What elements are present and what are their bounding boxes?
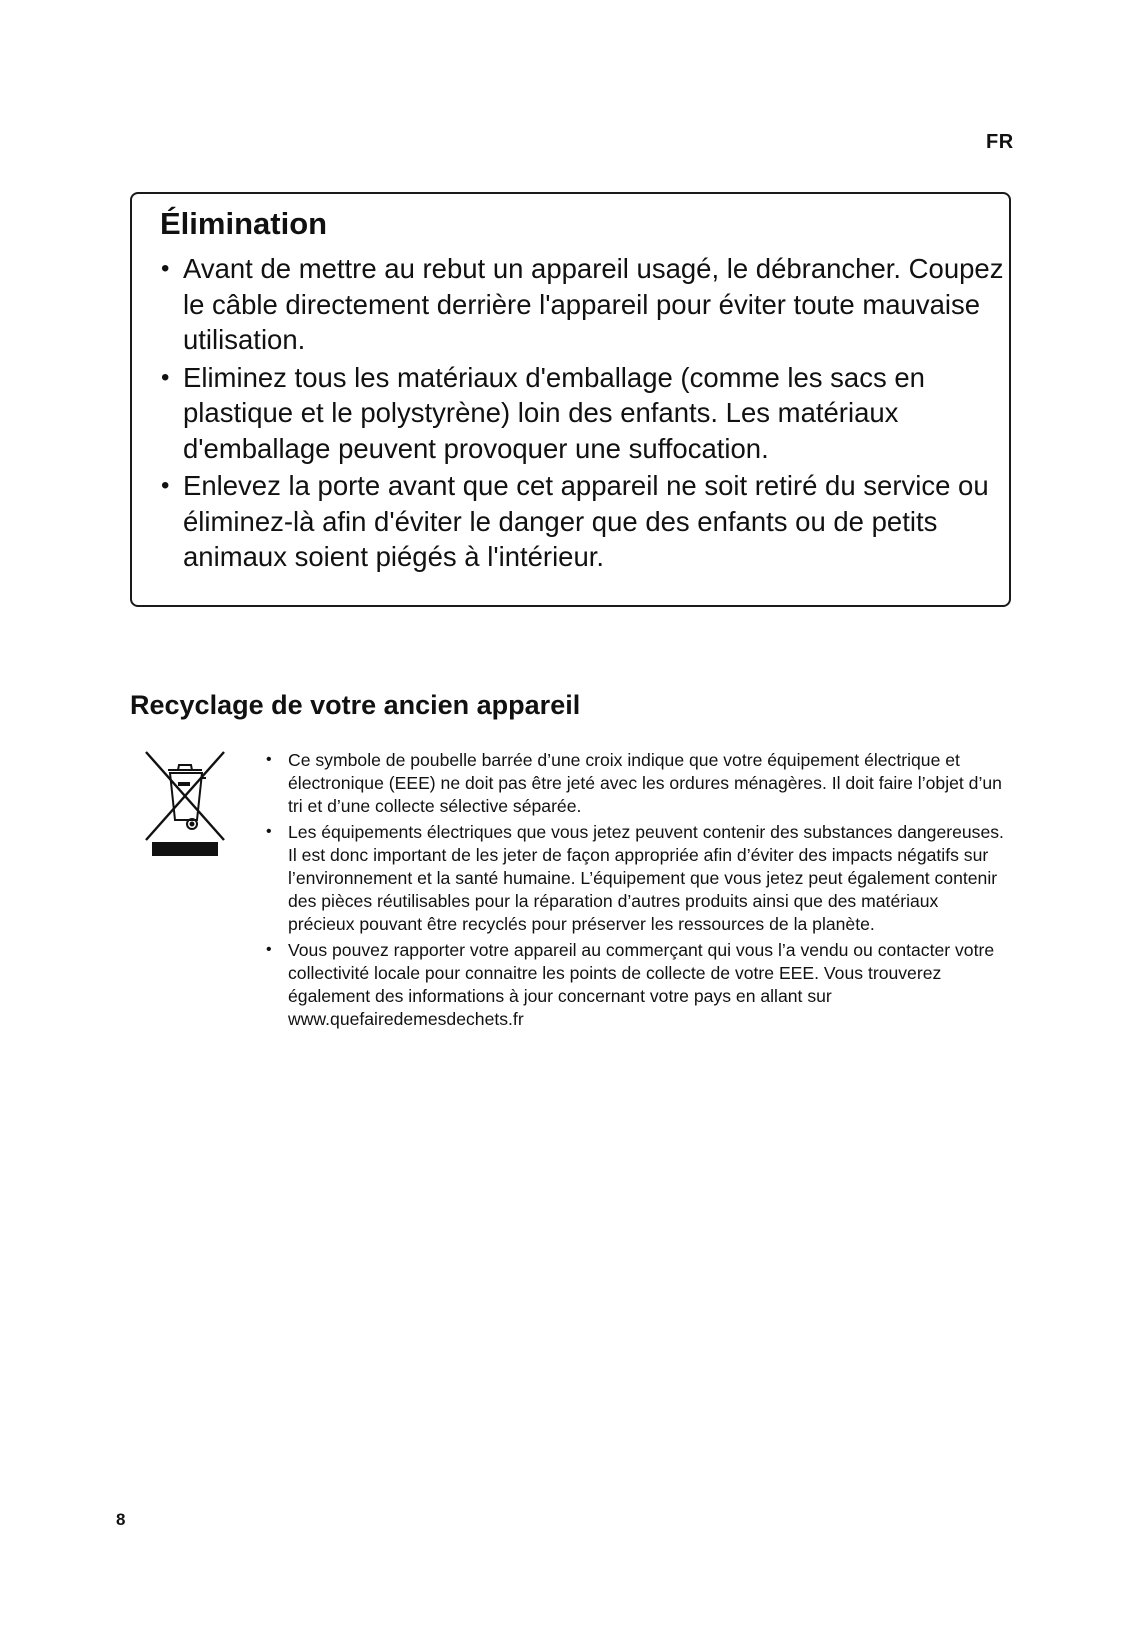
- bullet-icon: •: [161, 363, 170, 391]
- list-item-text: Eliminez tous les matériaux d'emballage (comme les sacs en plastique et le polystyrène) loin des enfants. Les matériaux d'emballage peuvent provoquer une suffocation.: [183, 361, 925, 464]
- page-number: 8: [116, 1510, 126, 1529]
- list-item-text: Ce symbole de poubelle barrée d’une croix indique que votre équipement électrique et électronique (EEE) ne doit pas être jeté avec les ordures ménagères. Il doit faire l’objet d’un tri et d’une collecte sélective séparée.: [288, 750, 1002, 816]
- recycling-title: Recyclage de votre ancien appareil: [130, 690, 581, 720]
- bullet-icon: •: [266, 751, 272, 768]
- list-item: [161, 468, 1009, 575]
- list-item: [266, 821, 1006, 935]
- bullet-icon: •: [161, 255, 170, 282]
- elimination-title: Élimination: [160, 206, 328, 241]
- list-item-text: Les équipements électriques que vous jetez peuvent contenir des substances dangereuses. Il est donc important de les jeter de façon appropriée afin d’éviter des impacts négatifs sur l’environnement et la santé humaine. L’équipement que vous jetez peut également contenir des pièces réutilisables pour la réparation d’autres produits ainsi que des matériaux précieux pouvant être recyclés pour préserver les ressources de la planète.: [288, 822, 1004, 934]
- list-item-text: Avant de mettre au rebut un appareil usagé, le débrancher. Coupez le câble directement derrière l'appareil pour éviter toute mauvaise utilisation.: [183, 253, 1004, 355]
- bullet-icon: •: [266, 823, 272, 841]
- list-item-text: Enlevez la porte avant que cet appareil ne soit retiré du service ou éliminez-là afin d'éviter le danger que des enfants ou de petits animaux soient piégés à l'intérieur.: [183, 470, 989, 572]
- weee-underline-bar: [152, 842, 218, 856]
- recycling-list: [266, 749, 1006, 1031]
- list-item: [161, 360, 1009, 467]
- bullet-icon: •: [266, 941, 272, 959]
- list-item-text: Vous pouvez rapporter votre appareil au commerçant qui vous l’a vendu ou contacter votre collectivité locale pour connaitre les points de collecte de votre EEE. Vous trouverez également des informations à jour concernant votre pays en allant sur www.quefairedemesdechets.fr: [288, 940, 995, 1029]
- list-item: [266, 749, 1006, 817]
- list-item: [266, 939, 1006, 1030]
- elimination-list: [161, 251, 1009, 575]
- language-code: FR: [986, 131, 1014, 153]
- bullet-icon: •: [161, 472, 170, 499]
- list-item: [161, 251, 1009, 358]
